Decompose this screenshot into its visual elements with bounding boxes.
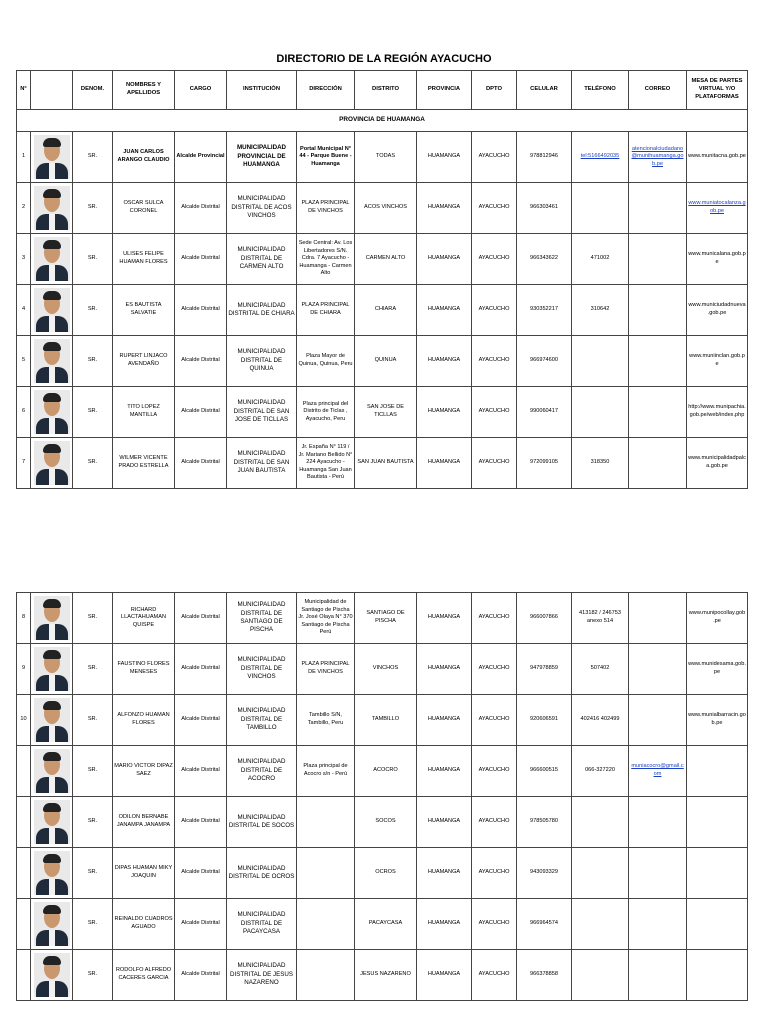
department: AYACUCHO: [472, 183, 517, 234]
department: AYACUCHO: [472, 132, 517, 183]
position: Alcalde Distrital: [175, 950, 227, 1001]
address: [297, 899, 355, 950]
photo-cell: [31, 234, 73, 285]
address: [297, 950, 355, 1001]
province: HUAMANGA: [417, 183, 472, 234]
email: [629, 285, 687, 336]
position: Alcalde Distrital: [175, 644, 227, 695]
row-number: 4: [17, 285, 31, 336]
mobile-phone: 966964574: [517, 899, 572, 950]
institution: MUNICIPALIDAD DISTRITAL DE SAN JUAN BAUTISTA: [227, 438, 297, 489]
table-row: [17, 899, 748, 950]
address: Plaza principal del Distrito de Ticlas , Ayacucho, Peru: [297, 387, 355, 438]
column-header: CORREO: [629, 71, 687, 110]
page-title: DIRECTORIO DE LA REGIÓN AYACUCHO: [276, 53, 492, 65]
denomination: SR.: [73, 644, 113, 695]
photo-cell: [31, 387, 73, 438]
virtual-desk[interactable]: [687, 183, 748, 234]
portrait-photo: [34, 288, 70, 332]
photo-cell: [31, 899, 73, 950]
row-number: 7: [17, 438, 31, 489]
district: OCROS: [355, 848, 417, 899]
denomination: SR.: [73, 746, 113, 797]
table-row: [17, 746, 748, 797]
virtual-desk: http://www.munipachia.gob.pe/web/index.php: [687, 387, 748, 438]
mobile-phone: 972099105: [517, 438, 572, 489]
telephone: 413182 / 246753 anexo 514: [572, 593, 629, 644]
position: Alcalde Distrital: [175, 899, 227, 950]
table-row: [17, 644, 748, 695]
institution: MUNICIPALIDAD DISTRITAL DE JESUS NAZARENO: [227, 950, 297, 1001]
province: HUAMANGA: [417, 438, 472, 489]
email: [629, 950, 687, 1001]
directory-table-bottom: [16, 592, 748, 1001]
row-number: 6: [17, 387, 31, 438]
telephone: [572, 336, 629, 387]
position: Alcalde Distrital: [175, 797, 227, 848]
denomination: SR.: [73, 848, 113, 899]
position: Alcalde Distrital: [175, 695, 227, 746]
row-number: [17, 950, 31, 1001]
person-name: ULISES FELIPE HUAMAN FLORES: [113, 234, 175, 285]
mobile-phone: 966303461: [517, 183, 572, 234]
telephone: 507402: [572, 644, 629, 695]
portrait-photo: [34, 749, 70, 793]
directory-table-top: [16, 70, 748, 489]
photo-cell: [31, 848, 73, 899]
position: Alcalde Distrital: [175, 183, 227, 234]
table-row: [17, 132, 748, 183]
virtual-desk: www.municipalidadpalca.gob.pe: [687, 438, 748, 489]
column-header: INSTITUCIÓN: [227, 71, 297, 110]
telephone-link[interactable]: tel:5166492035: [580, 153, 620, 160]
address: Plaza Mayor de Quinua, Quinua, Peru: [297, 336, 355, 387]
email-link[interactable]: atencionalciudadano@munihuamanga.gob.pe: [631, 145, 684, 167]
address: Portal Municipal N° 44 - Parque Buene - Huamanga: [297, 132, 355, 183]
department: AYACUCHO: [472, 593, 517, 644]
institution: MUNICIPALIDAD DISTRITAL DE ACOCRO: [227, 746, 297, 797]
position: Alcalde Distrital: [175, 336, 227, 387]
position: Alcalde Distrital: [175, 234, 227, 285]
virtual-desk-link[interactable]: www.muniatocalanza.gob.pe: [688, 200, 746, 214]
mobile-phone: 990060417: [517, 387, 572, 438]
photo-cell: [31, 593, 73, 644]
person-name: FAUSTINO FLORES MENESES: [113, 644, 175, 695]
photo-cell: [31, 695, 73, 746]
institution: MUNICIPALIDAD DISTRITAL DE TAMBILLO: [227, 695, 297, 746]
portrait-photo: [34, 135, 70, 179]
email: [629, 797, 687, 848]
email[interactable]: [629, 746, 687, 797]
telephone[interactable]: [572, 132, 629, 183]
person-name: WILMER VICENTE PRADO ESTRELLA: [113, 438, 175, 489]
row-number: [17, 746, 31, 797]
institution: MUNICIPALIDAD DISTRITAL DE CHIARA: [227, 285, 297, 336]
province: HUAMANGA: [417, 387, 472, 438]
row-number: 8: [17, 593, 31, 644]
address: Plaza principal de Acocro s/n - Perú: [297, 746, 355, 797]
district: ACOS VINCHOS: [355, 183, 417, 234]
address: Sede Central: Av. Los Libertadores S/N. Cdra. 7 Ayacucho - Huamanga - Carmen Alto: [297, 234, 355, 285]
address: [297, 797, 355, 848]
address: PLAZA PRINCIPAL DE CHIARA: [297, 285, 355, 336]
address: PLAZA PRINCIPAL DE VINCHOS: [297, 644, 355, 695]
address: Jr. España N° 119 / Jr. Mariano Bellido N° 224 Ayacucho - Huamanga San Juan Bautista - Perú: [297, 438, 355, 489]
column-header: DISTRITO: [355, 71, 417, 110]
position: Alcalde Distrital: [175, 593, 227, 644]
province: HUAMANGA: [417, 797, 472, 848]
portrait-photo: [34, 237, 70, 281]
virtual-desk: [687, 899, 748, 950]
denomination: SR.: [73, 899, 113, 950]
person-name: RODOLFO ALFREDO CACERES GARCIA: [113, 950, 175, 1001]
person-name: REINALDO CUADROS AGUADO: [113, 899, 175, 950]
mobile-phone: 966378858: [517, 950, 572, 1001]
institution: MUNICIPALIDAD DISTRITAL DE PACAYCASA: [227, 899, 297, 950]
person-name: OSCAR SULCA CORONEL: [113, 183, 175, 234]
department: AYACUCHO: [472, 899, 517, 950]
denomination: SR.: [73, 593, 113, 644]
person-name: ODILON BERNABE JANAMPA JANAMPA: [113, 797, 175, 848]
portrait-photo: [34, 186, 70, 230]
email: [629, 183, 687, 234]
email: [629, 644, 687, 695]
column-header: CARGO: [175, 71, 227, 110]
header-row: [17, 71, 748, 110]
mobile-phone: 947978859: [517, 644, 572, 695]
column-header: DPTO: [472, 71, 517, 110]
telephone: 402416 402499: [572, 695, 629, 746]
province: HUAMANGA: [417, 132, 472, 183]
virtual-desk: [687, 797, 748, 848]
district: ACOCRO: [355, 746, 417, 797]
email-link[interactable]: muniacocro@gmail.com: [631, 763, 684, 777]
denomination: SR.: [73, 695, 113, 746]
district: SOCOS: [355, 797, 417, 848]
province: HUAMANGA: [417, 899, 472, 950]
district: PACAYCASA: [355, 899, 417, 950]
denomination: SR.: [73, 183, 113, 234]
position: Alcalde Provincial: [175, 132, 227, 183]
virtual-desk: www.municalana.gob.pe: [687, 234, 748, 285]
mobile-phone: 966343622: [517, 234, 572, 285]
table-row: [17, 234, 748, 285]
province: HUAMANGA: [417, 695, 472, 746]
table-row: [17, 695, 748, 746]
district: SANTIAGO DE PISCHA: [355, 593, 417, 644]
institution: MUNICIPALIDAD DISTRITAL DE OCROS: [227, 848, 297, 899]
address: Municipalidad de Santiago de Pischa Jr. José Olaya N° 370 Santiago de Pischa Perú: [297, 593, 355, 644]
mobile-phone: 920606591: [517, 695, 572, 746]
department: AYACUCHO: [472, 950, 517, 1001]
department: AYACUCHO: [472, 234, 517, 285]
position: Alcalde Distrital: [175, 387, 227, 438]
virtual-desk: www.munialbarracin.gob.pe: [687, 695, 748, 746]
table-row: [17, 593, 748, 644]
department: AYACUCHO: [472, 797, 517, 848]
denomination: SR.: [73, 797, 113, 848]
virtual-desk: www.municiudadnueva.gob.pe: [687, 285, 748, 336]
row-number: 5: [17, 336, 31, 387]
photo-cell: [31, 183, 73, 234]
province: HUAMANGA: [417, 950, 472, 1001]
table-row: [17, 438, 748, 489]
telephone: [572, 848, 629, 899]
column-header: DENOM.: [73, 71, 113, 110]
mobile-phone: 966974600: [517, 336, 572, 387]
district: CARMEN ALTO: [355, 234, 417, 285]
photo-cell: [31, 797, 73, 848]
email: [629, 899, 687, 950]
table-row: [17, 336, 748, 387]
portrait-photo: [34, 953, 70, 997]
district: QUINUA: [355, 336, 417, 387]
district: CHIARA: [355, 285, 417, 336]
denomination: SR.: [73, 387, 113, 438]
district: SAN JUAN BAUTISTA: [355, 438, 417, 489]
telephone: [572, 797, 629, 848]
mobile-phone: 978505780: [517, 797, 572, 848]
district: JESUS NAZARENO: [355, 950, 417, 1001]
photo-cell: [31, 285, 73, 336]
mobile-phone: 966600515: [517, 746, 572, 797]
province: HUAMANGA: [417, 593, 472, 644]
mobile-phone: 966007866: [517, 593, 572, 644]
virtual-desk: www.munitacna.gob.pe: [687, 132, 748, 183]
column-header: CELULAR: [517, 71, 572, 110]
table-row: [17, 387, 748, 438]
table-row: [17, 950, 748, 1001]
column-header: N°: [17, 71, 31, 110]
denomination: SR.: [73, 234, 113, 285]
province: HUAMANGA: [417, 234, 472, 285]
mobile-phone: 943093329: [517, 848, 572, 899]
column-header: TELÉFONO: [572, 71, 629, 110]
position: Alcalde Distrital: [175, 438, 227, 489]
column-header: MESA DE PARTES VIRTUAL Y/O PLATAFORMAS: [687, 71, 748, 110]
denomination: SR.: [73, 336, 113, 387]
table-row: [17, 285, 748, 336]
virtual-desk: [687, 950, 748, 1001]
photo-cell: [31, 336, 73, 387]
table-row: [17, 848, 748, 899]
telephone: [572, 899, 629, 950]
column-header: [31, 71, 73, 110]
province: HUAMANGA: [417, 644, 472, 695]
department: AYACUCHO: [472, 746, 517, 797]
person-name: ES BAUTISTA SALVATIE: [113, 285, 175, 336]
email: [629, 234, 687, 285]
district: TODAS: [355, 132, 417, 183]
institution: MUNICIPALIDAD DISTRITAL DE SANTIAGO DE PISCHA: [227, 593, 297, 644]
portrait-photo: [34, 339, 70, 383]
person-name: DIPAS HUAMAN MIKY JOAQUIN: [113, 848, 175, 899]
row-number: 10: [17, 695, 31, 746]
photo-cell: [31, 746, 73, 797]
institution: MUNICIPALIDAD DISTRITAL DE SAN JOSE DE TICLLAS: [227, 387, 297, 438]
column-header: NOMBRES Y APELLIDOS: [113, 71, 175, 110]
photo-cell: [31, 438, 73, 489]
department: AYACUCHO: [472, 285, 517, 336]
person-name: MARIO VICTOR DIPAZ SAEZ: [113, 746, 175, 797]
institution: MUNICIPALIDAD DISTRITAL DE VINCHOS: [227, 644, 297, 695]
denomination: SR.: [73, 950, 113, 1001]
institution: MUNICIPALIDAD DISTRITAL DE CARMEN ALTO: [227, 234, 297, 285]
row-number: 1: [17, 132, 31, 183]
telephone: 310642: [572, 285, 629, 336]
person-name: ALFONZO HUAMAN FLORES: [113, 695, 175, 746]
telephone: 471002: [572, 234, 629, 285]
person-name: RUPERT LINJACO AVENDAÑO: [113, 336, 175, 387]
institution: MUNICIPALIDAD DISTRITAL DE ACOS VINCHOS: [227, 183, 297, 234]
portrait-photo: [34, 596, 70, 640]
district: SAN JOSE DE TICLLAS: [355, 387, 417, 438]
denomination: SR.: [73, 438, 113, 489]
telephone: [572, 183, 629, 234]
denomination: SR.: [73, 285, 113, 336]
portrait-photo: [34, 390, 70, 434]
portrait-photo: [34, 647, 70, 691]
province: HUAMANGA: [417, 336, 472, 387]
photo-cell: [31, 132, 73, 183]
province: HUAMANGA: [417, 746, 472, 797]
person-name: TITO LOPEZ MANTILLA: [113, 387, 175, 438]
department: AYACUCHO: [472, 336, 517, 387]
institution: MUNICIPALIDAD DISTRITAL DE QUINUA: [227, 336, 297, 387]
column-header: DIRECCIÓN: [297, 71, 355, 110]
department: AYACUCHO: [472, 644, 517, 695]
mobile-phone: 930352217: [517, 285, 572, 336]
position: Alcalde Distrital: [175, 848, 227, 899]
email: [629, 593, 687, 644]
column-header: PROVINCIA: [417, 71, 472, 110]
address: Tambillo S/N, Tambillo, Peru: [297, 695, 355, 746]
portrait-photo: [34, 902, 70, 946]
province: HUAMANGA: [417, 285, 472, 336]
photo-cell: [31, 950, 73, 1001]
telephone: [572, 387, 629, 438]
denomination: SR.: [73, 132, 113, 183]
email: [629, 387, 687, 438]
table-row: [17, 797, 748, 848]
institution: MUNICIPALIDAD PROVINCIAL DE HUAMANGA: [227, 132, 297, 183]
row-number: [17, 797, 31, 848]
province-header: PROVINCIA DE HUAMANGA: [17, 110, 748, 132]
person-name: RICHARD LLACTAHUAMAN QUISPE: [113, 593, 175, 644]
telephone: 318350: [572, 438, 629, 489]
virtual-desk: [687, 848, 748, 899]
portrait-photo: [34, 851, 70, 895]
email: [629, 695, 687, 746]
row-number: 3: [17, 234, 31, 285]
department: AYACUCHO: [472, 438, 517, 489]
row-number: [17, 899, 31, 950]
department: AYACUCHO: [472, 387, 517, 438]
email: [629, 848, 687, 899]
telephone: 066-327220: [572, 746, 629, 797]
person-name: JUAN CARLOS ARANGO CLAUDIO: [113, 132, 175, 183]
email: [629, 438, 687, 489]
position: Alcalde Distrital: [175, 285, 227, 336]
portrait-photo: [34, 698, 70, 742]
row-number: 2: [17, 183, 31, 234]
table-row: [17, 183, 748, 234]
virtual-desk: www.munidesama.gob.pe: [687, 644, 748, 695]
address: [297, 848, 355, 899]
district: VINCHOS: [355, 644, 417, 695]
department: AYACUCHO: [472, 848, 517, 899]
department: AYACUCHO: [472, 695, 517, 746]
province: HUAMANGA: [417, 848, 472, 899]
email[interactable]: [629, 132, 687, 183]
virtual-desk: www.munipocollay.gob.pe: [687, 593, 748, 644]
district: TAMBILLO: [355, 695, 417, 746]
virtual-desk: [687, 746, 748, 797]
mobile-phone: 978812946: [517, 132, 572, 183]
portrait-photo: [34, 800, 70, 844]
photo-cell: [31, 644, 73, 695]
row-number: 9: [17, 644, 31, 695]
portrait-photo: [34, 441, 70, 485]
virtual-desk: www.muniinclan.gob.pe: [687, 336, 748, 387]
email: [629, 336, 687, 387]
telephone: [572, 950, 629, 1001]
institution: MUNICIPALIDAD DISTRITAL DE SOCOS: [227, 797, 297, 848]
address: PLAZA PRINCIPAL DE VINCHOS: [297, 183, 355, 234]
position: Alcalde Distrital: [175, 746, 227, 797]
row-number: [17, 848, 31, 899]
